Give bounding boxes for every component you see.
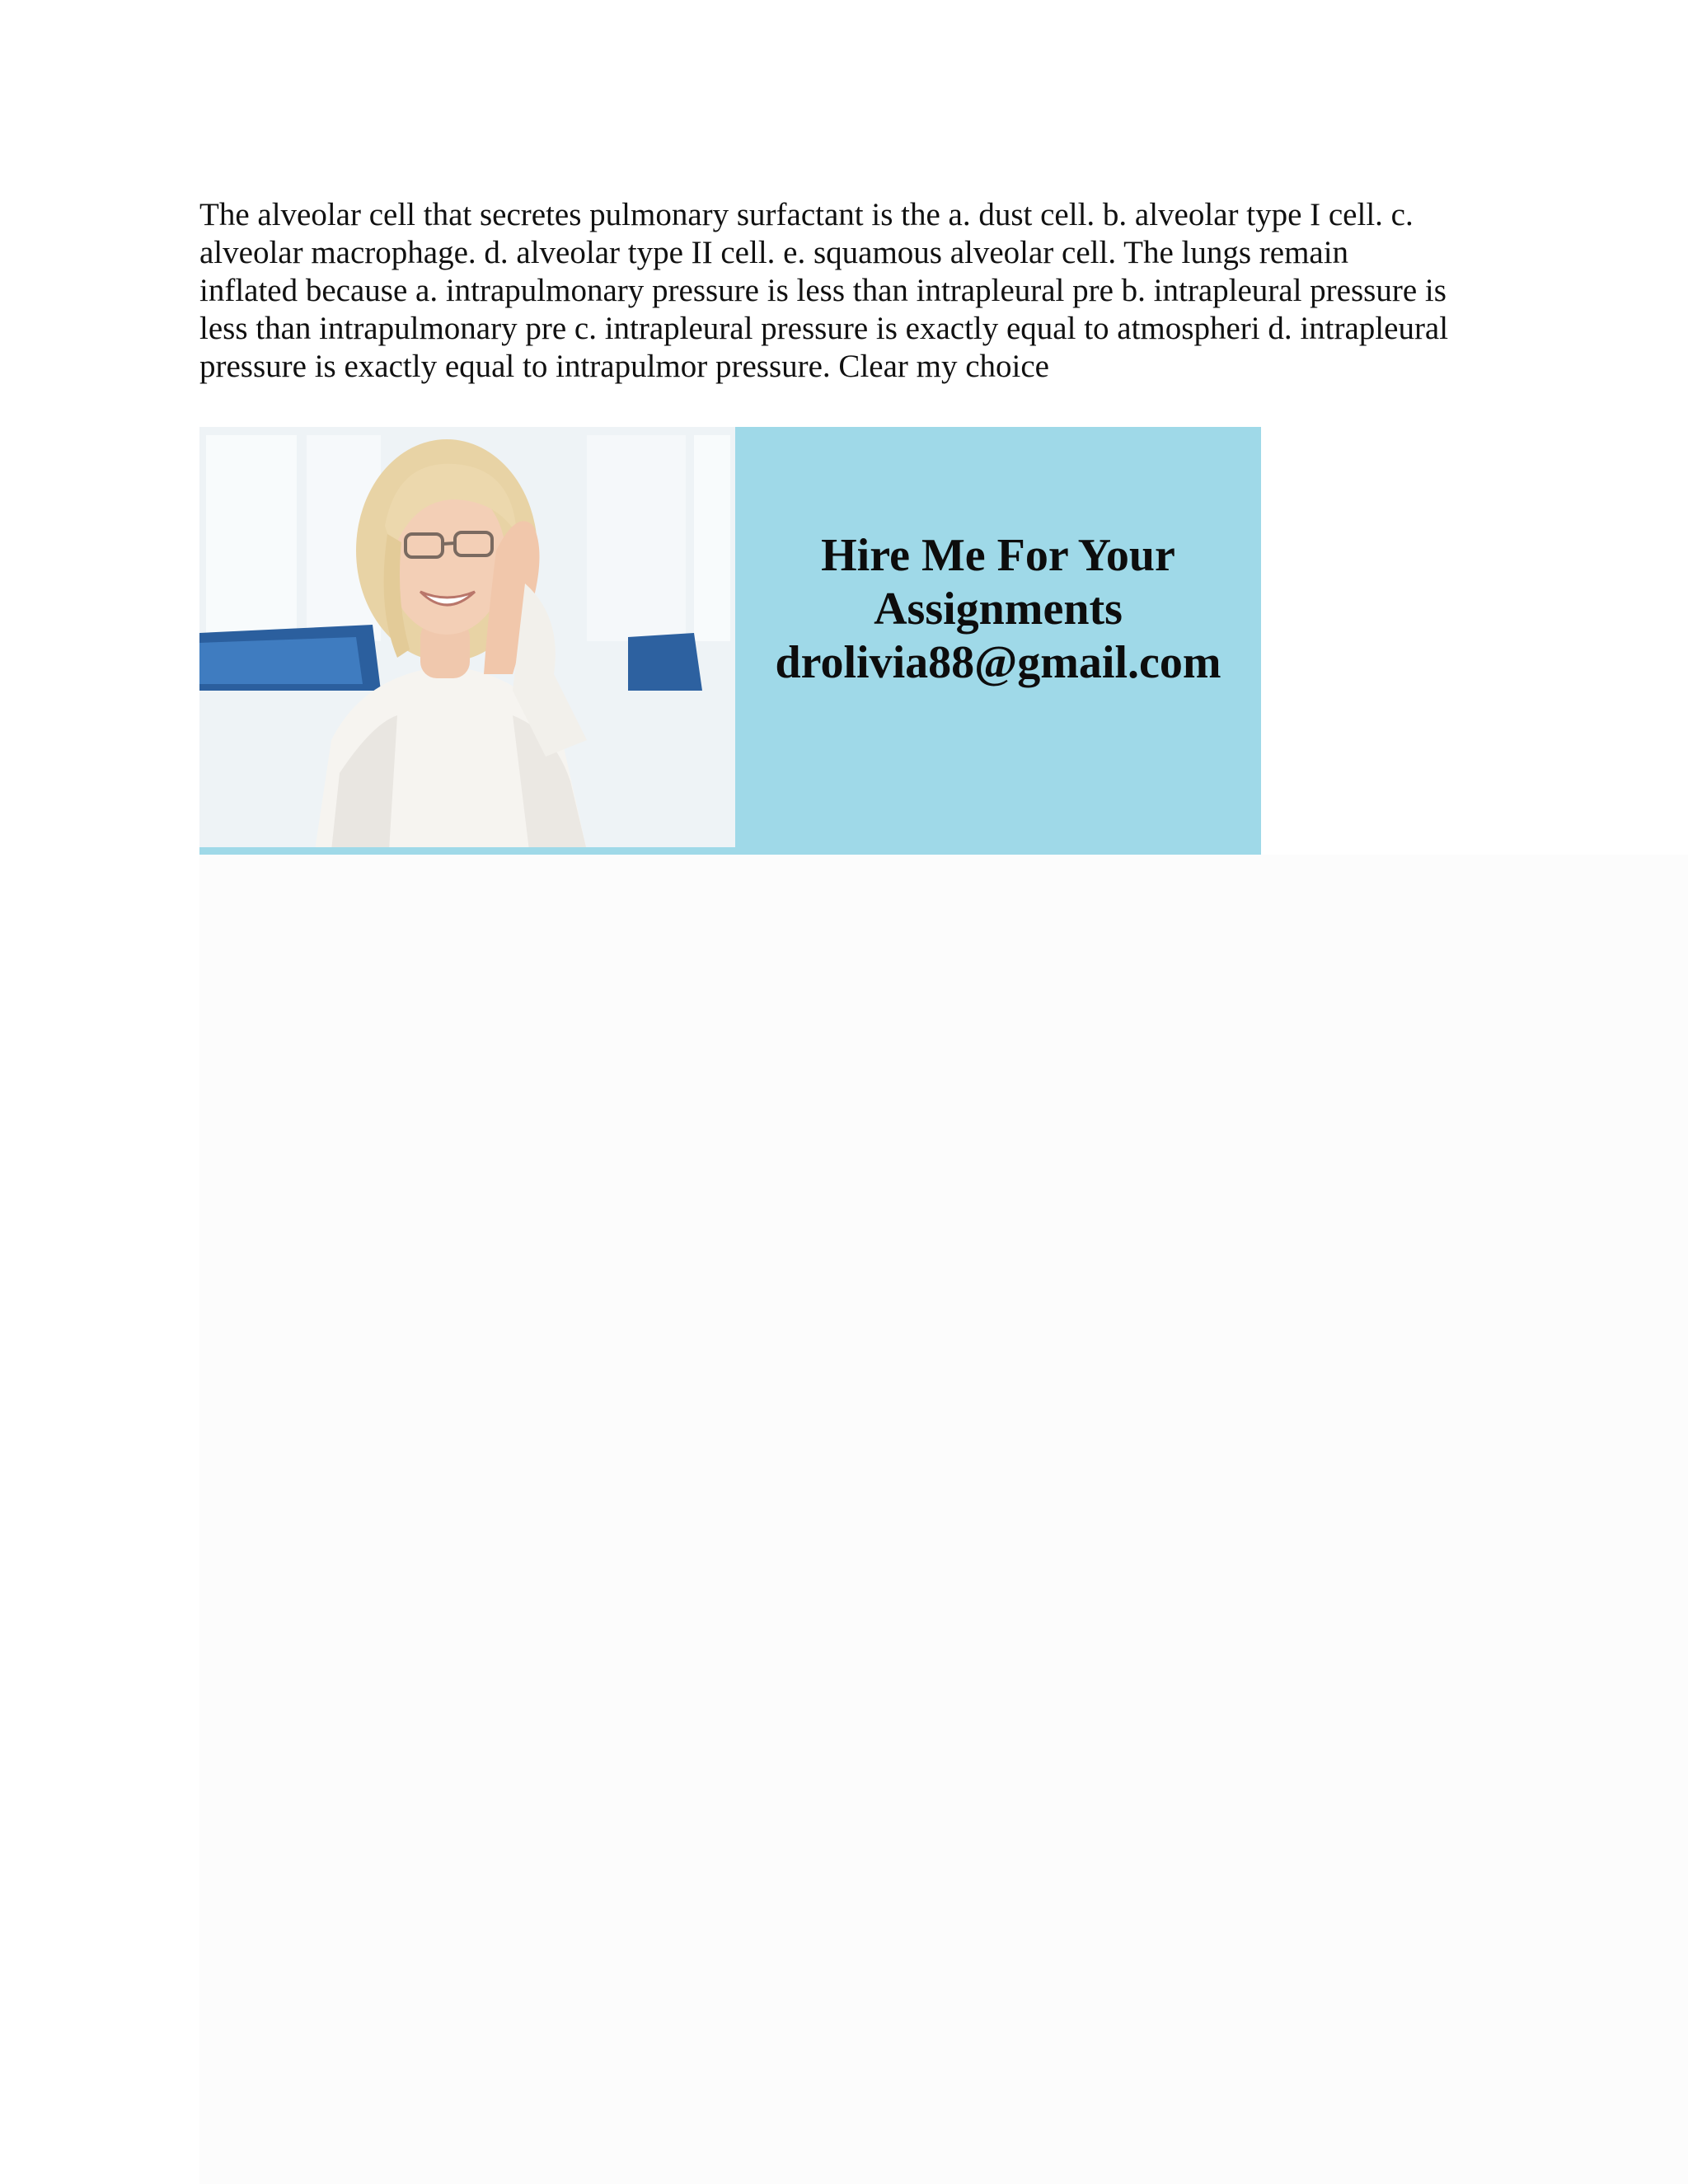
woman-with-glasses-photo [199,427,735,851]
question-line-1: The alveolar cell that secretes pulmonary surfactant is the a. dust cell. b. alveolar type I cell. c. [199,197,1414,232]
question-line-3: inflated because a. intrapulmonary pressure is less than intrapleural pre b. intrapleural pressure is [199,273,1447,308]
question-line-2: alveolar macrophage. d. alveolar type II cell. e. squamous alveolar cell. The lungs remain [199,235,1349,270]
banner-text [735,427,1261,855]
question-text [199,196,1506,386]
question-line-4: less than intrapulmonary pre c. intrapleural pressure is exactly equal to atmospheri d. intrapleural [199,311,1449,346]
banner-email: drolivia88@gmail.com [775,637,1221,688]
banner-headline-line-2: Assignments [874,583,1123,635]
portrait-illustration [199,427,735,851]
page-shading [199,855,1688,2184]
hire-me-banner [199,427,1261,855]
question-line-5: pressure is exactly equal to intrapulmor pressure. Clear my choice [199,349,1049,384]
banner-headline-line-1: Hire Me For Your [821,530,1175,581]
